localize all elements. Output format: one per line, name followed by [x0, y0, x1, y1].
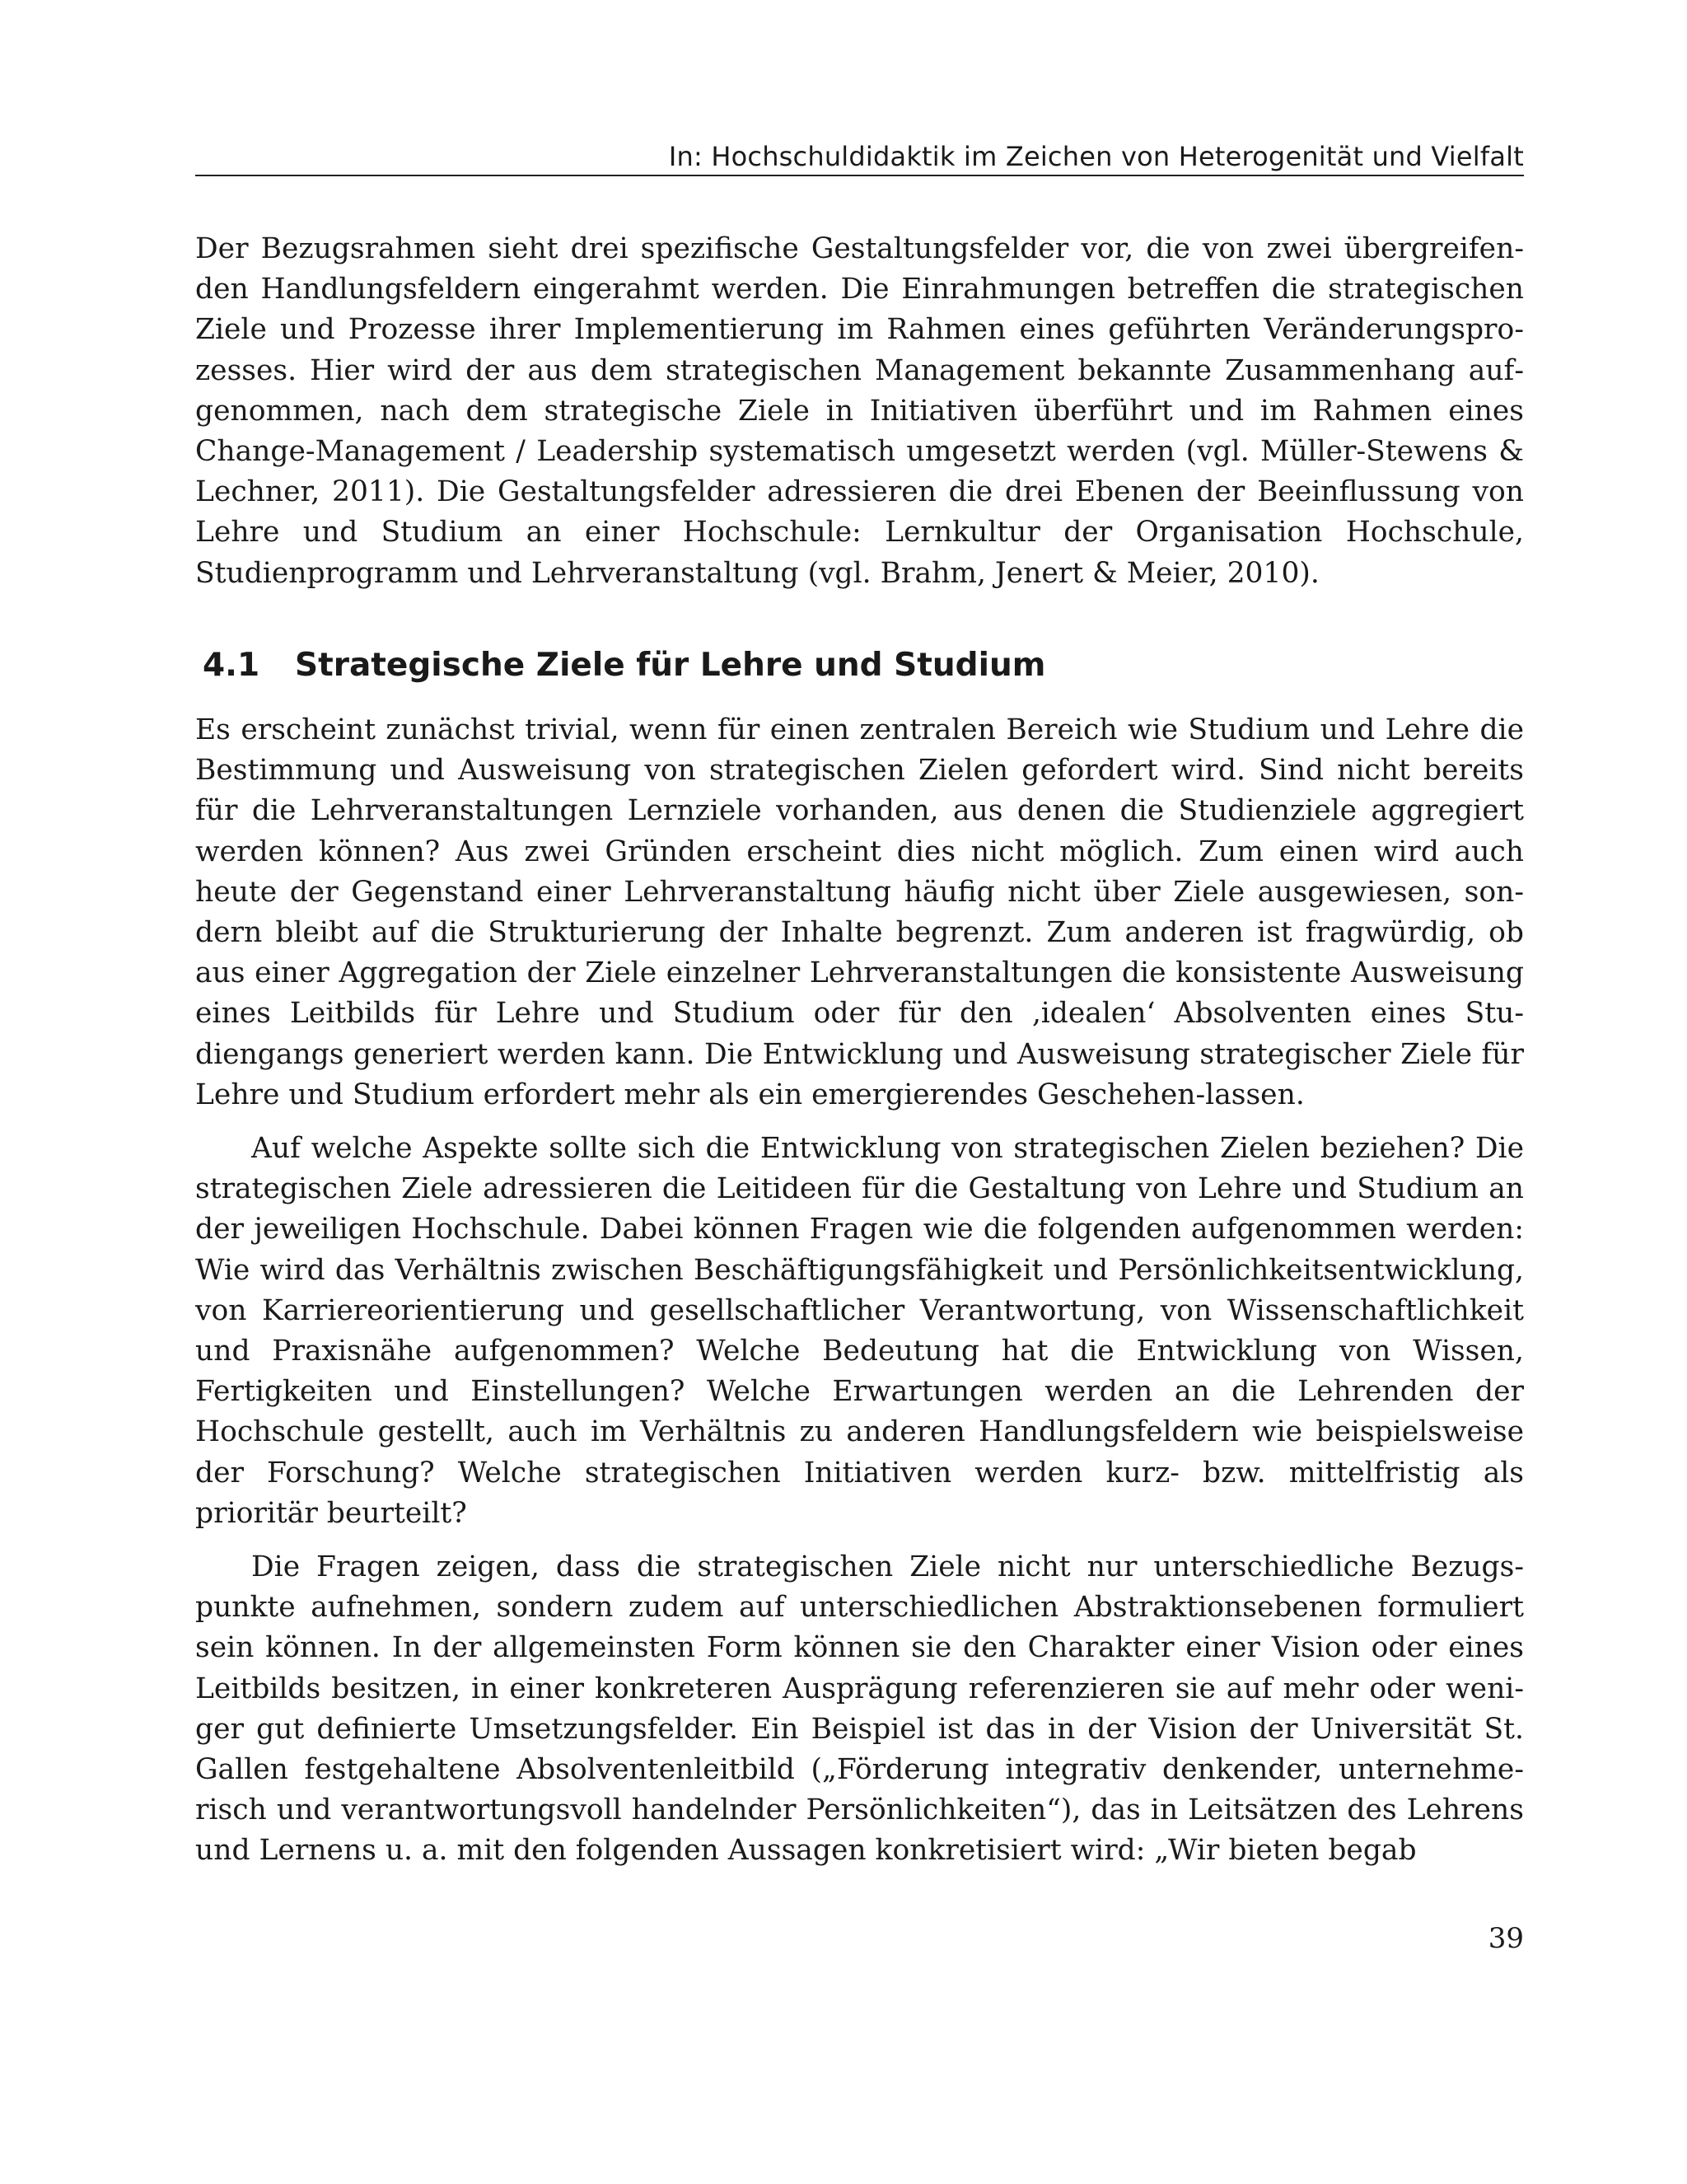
page-number: 39: [1488, 1922, 1524, 1955]
section-paragraph-2: Auf welche Aspekte sollte sich die Entwicklung von strategischen Zielen beziehen? Die strategischen Ziele adressieren die Leitideen für die Gestaltung von Lehre und Studium an der jeweiligen Hochschule. Dabei können Fragen wie die folgenden aufgenommen werden: Wie wird das Verhältnis zwischen Beschäftigungsfähigkeit und Persönlichkeitsentwicklung, von Karriereorientierung und gesellschaftlicher Verantwortung, von Wissenschaftlichkeit und Praxisnähe aufgenommen? Welche Bedeutung hat die Entwicklung von Wissen, Fertigkeiten und Einstellungen? Welche Erwartungen werden an die Lehrenden der Hochschule gestellt, auch im Verhältnis zu anderen Handlungsfeldern wie beispielsweise der Forschung? Welche strategischen Initiativen werden kurz- bzw. mittelfristig als prioritär beurteilt?: [195, 1132, 1524, 1530]
intro-text-block: [195, 229, 1524, 594]
section-body: [195, 710, 1524, 1872]
intro-paragraph: Der Bezugsrahmen sieht drei spezifische Gestaltungsfelder vor, die von zwei übergreifenden Handlungsfeldern eingerahmt werden. Die Einrahmungen betreffen die strategischen Ziele und Prozesse ihrer Implementierung im Rahmen eines geführten Veränderungsprozesses. Hier wird der aus dem strategischen Management bekannte Zusammenhang aufgenommen, nach dem strategische Ziele in Initiativen überführt und im Rahmen eines Change-Management / Leadership systematisch umgesetzt werden (vgl. Müller-Stewens & Lechner, 2011). Die Gestaltungsfelder adressieren die drei Ebenen der Beeinflussung von Lehre und Studium an einer Hochschule: Lernkultur der Organisation Hochschule, Studienprogramm und Lehrveranstaltung (vgl. Brahm, Jenert & Meier, 2010).: [195, 232, 1524, 590]
running-header: In: Hochschuldidaktik im Zeichen von Heterogenität und Vielfalt: [195, 138, 1524, 176]
section-heading: [203, 641, 1521, 690]
section-paragraph-1: Es erscheint zunächst trivial, wenn für einen zentralen Bereich wie Studium und Lehre die Bestimmung und Ausweisung von strategischen Zielen gefordert wird. Sind nicht bereits für die Lehrveranstaltungen Lernziele vorhanden, aus denen die Studienziele aggregiert werden können? Aus zwei Gründen erscheint dies nicht möglich. Zum einen wird auch heute der Gegenstand einer Lehrveranstaltung häufig nicht über Ziele ausgewiesen, sondern bleibt auf die Strukturierung der Inhalte begrenzt. Zum anderen ist fragwürdig, ob aus einer Aggregation der Ziele einzelner Lehrveranstaltungen die konsistente Ausweisung eines Leitbilds für Lehre und Studium oder für den ‚idealen‘ Absolventen eines Studiengangs generiert werden kann. Die Entwicklung und Ausweisung strategischer Ziele für Lehre und Studium erfordert mehr als ein emergierendes Geschehen-lassen.: [195, 713, 1524, 1111]
section-paragraph-3: Die Fragen zeigen, dass die strategischen Ziele nicht nur unterschiedliche Bezugspunkte aufnehmen, sondern zudem auf unterschiedlichen Abstraktionsebenen formuliert sein können. In der allgemeinsten Form können sie den Charakter einer Vision oder eines Leitbilds besitzen, in einer konkreteren Ausprägung referenzieren sie auf mehr oder weniger gut definierte Umsetzungsfelder. Ein Beispiel ist das in der Vision der Universität St. Gallen festgehaltene Absolventenleitbild („Förderung integrativ denkender, unternehmerisch und verantwortungsvoll handelnder Persönlichkeiten“), das in Leitsätzen des Lehrens und Lernens u. a. mit den folgenden Aussagen konkretisiert wird: „Wir bieten begab: [195, 1550, 1524, 1868]
section-number: 4.1: [203, 647, 260, 684]
section-title: Strategische Ziele für Lehre und Studium: [295, 647, 1046, 684]
